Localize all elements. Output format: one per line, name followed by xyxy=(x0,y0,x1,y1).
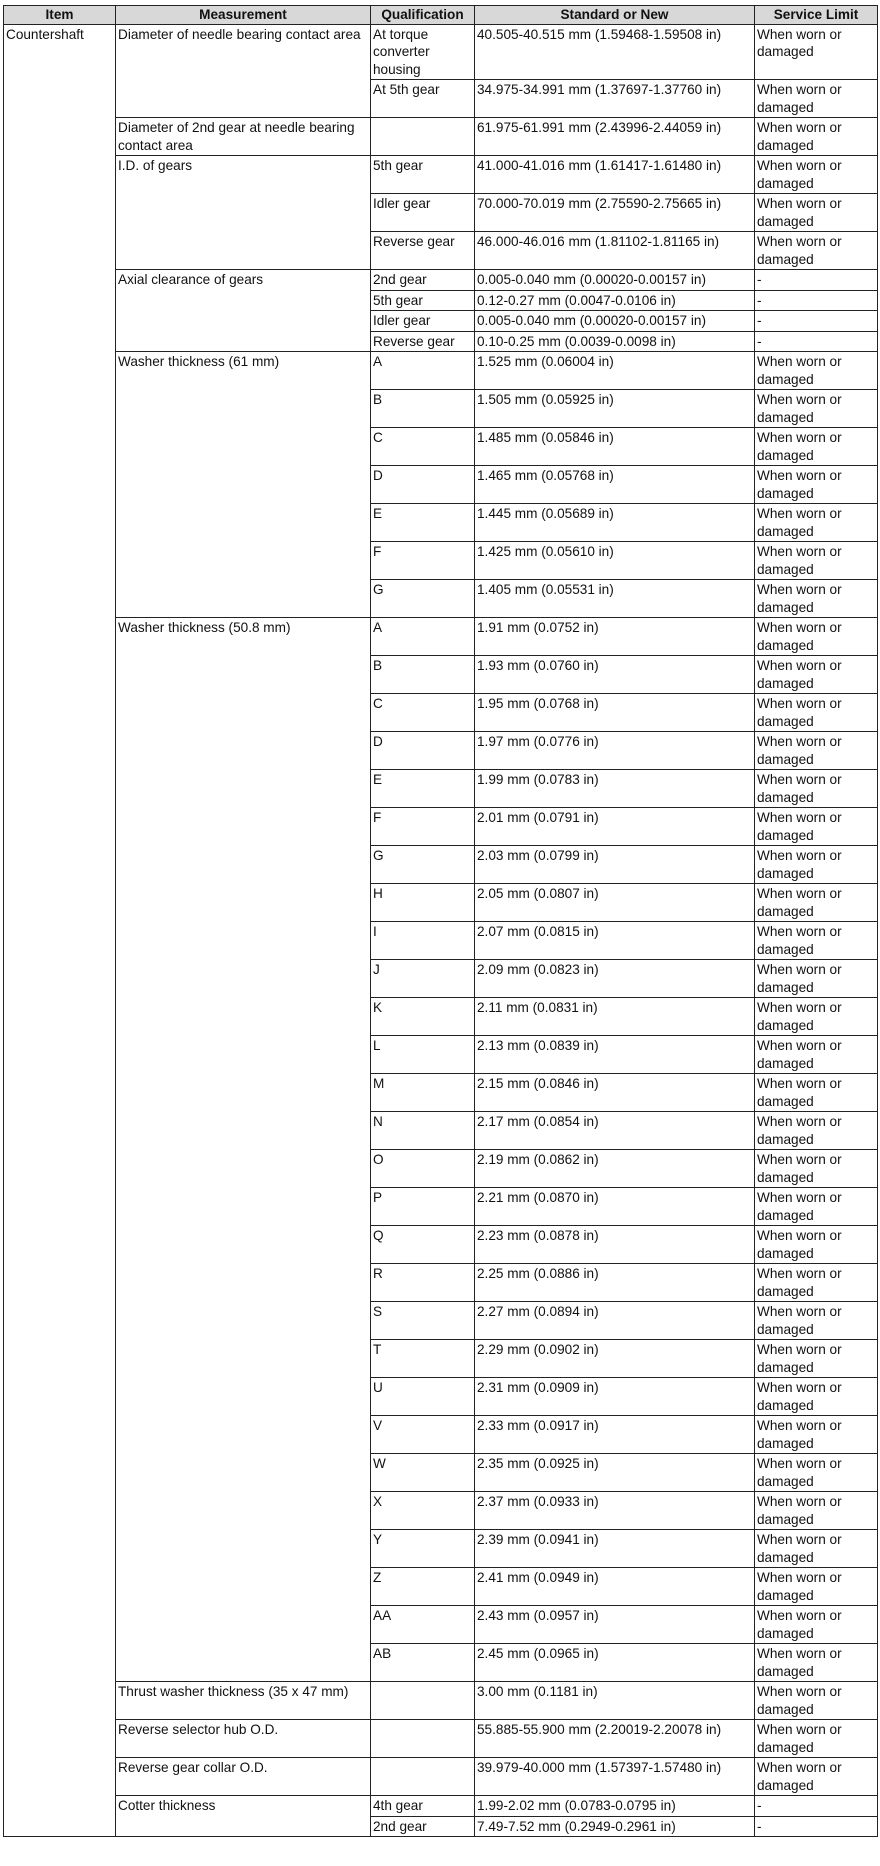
standard-cell: 1.91 mm (0.0752 in) xyxy=(475,618,755,656)
standard-cell: 1.97 mm (0.0776 in) xyxy=(475,732,755,770)
qualification-cell: Z xyxy=(371,1568,475,1606)
service-limit-cell: - xyxy=(755,331,878,352)
standard-cell: 2.05 mm (0.0807 in) xyxy=(475,884,755,922)
qualification-cell: J xyxy=(371,960,475,998)
qualification-cell: K xyxy=(371,998,475,1036)
table-row xyxy=(4,156,878,194)
qualification-cell: G xyxy=(371,846,475,884)
qualification-cell: Q xyxy=(371,1226,475,1264)
service-limit-cell: When worn or damaged xyxy=(755,1530,878,1568)
service-limit-cell: When worn or damaged xyxy=(755,1036,878,1074)
measurement-cell: Washer thickness (61 mm) xyxy=(116,352,371,618)
standard-cell: 1.93 mm (0.0760 in) xyxy=(475,656,755,694)
header-qualification: Qualification xyxy=(371,6,475,25)
standard-cell: 2.41 mm (0.0949 in) xyxy=(475,1568,755,1606)
qualification-cell xyxy=(371,1720,475,1758)
standard-cell: 3.00 mm (0.1181 in) xyxy=(475,1682,755,1720)
item-cell: Countershaft xyxy=(4,24,116,1837)
qualification-cell: 2nd gear xyxy=(371,270,475,291)
table-row xyxy=(4,270,878,291)
qualification-cell: X xyxy=(371,1492,475,1530)
service-limit-cell: When worn or damaged xyxy=(755,352,878,390)
qualification-cell: A xyxy=(371,618,475,656)
qualification-cell: M xyxy=(371,1074,475,1112)
table-row xyxy=(4,352,878,390)
standard-cell: 0.005-0.040 mm (0.00020-0.00157 in) xyxy=(475,270,755,291)
standard-cell: 2.17 mm (0.0854 in) xyxy=(475,1112,755,1150)
table-row xyxy=(4,118,878,156)
service-limit-cell: When worn or damaged xyxy=(755,466,878,504)
service-limit-cell: - xyxy=(755,270,878,291)
service-limit-cell: When worn or damaged xyxy=(755,922,878,960)
qualification-cell xyxy=(371,1758,475,1796)
service-limit-cell: When worn or damaged xyxy=(755,1264,878,1302)
qualification-cell xyxy=(371,1682,475,1720)
qualification-cell: L xyxy=(371,1036,475,1074)
qualification-cell: O xyxy=(371,1150,475,1188)
standard-cell: 1.425 mm (0.05610 in) xyxy=(475,542,755,580)
service-limit-cell: When worn or damaged xyxy=(755,618,878,656)
standard-cell: 2.35 mm (0.0925 in) xyxy=(475,1454,755,1492)
standard-cell: 0.005-0.040 mm (0.00020-0.00157 in) xyxy=(475,311,755,332)
qualification-cell: Reverse gear xyxy=(371,232,475,270)
service-limit-cell: When worn or damaged xyxy=(755,1720,878,1758)
service-limit-cell: When worn or damaged xyxy=(755,194,878,232)
qualification-cell: Idler gear xyxy=(371,311,475,332)
service-limit-cell: When worn or damaged xyxy=(755,1112,878,1150)
qualification-cell: C xyxy=(371,694,475,732)
standard-cell: 41.000-41.016 mm (1.61417-1.61480 in) xyxy=(475,156,755,194)
service-limit-cell: When worn or damaged xyxy=(755,428,878,466)
measurement-cell: Thrust washer thickness (35 x 47 mm) xyxy=(116,1682,371,1720)
standard-cell: 2.39 mm (0.0941 in) xyxy=(475,1530,755,1568)
qualification-cell: G xyxy=(371,580,475,618)
qualification-cell: F xyxy=(371,808,475,846)
standard-cell: 2.33 mm (0.0917 in) xyxy=(475,1416,755,1454)
service-limit-cell: When worn or damaged xyxy=(755,1074,878,1112)
standard-cell: 1.445 mm (0.05689 in) xyxy=(475,504,755,542)
qualification-cell: V xyxy=(371,1416,475,1454)
standard-cell: 0.12-0.27 mm (0.0047-0.0106 in) xyxy=(475,290,755,311)
standard-cell: 2.25 mm (0.0886 in) xyxy=(475,1264,755,1302)
standard-cell: 2.09 mm (0.0823 in) xyxy=(475,960,755,998)
standard-cell: 2.13 mm (0.0839 in) xyxy=(475,1036,755,1074)
table-row xyxy=(4,24,878,80)
qualification-cell: At torque converter housing xyxy=(371,24,475,80)
header-measurement: Measurement xyxy=(116,6,371,25)
standard-cell: 1.505 mm (0.05925 in) xyxy=(475,390,755,428)
service-limit-cell: When worn or damaged xyxy=(755,1758,878,1796)
service-limit-cell: When worn or damaged xyxy=(755,1492,878,1530)
service-limit-cell: When worn or damaged xyxy=(755,960,878,998)
service-limit-cell: When worn or damaged xyxy=(755,1378,878,1416)
measurement-cell: Axial clearance of gears xyxy=(116,270,371,352)
header-standard: Standard or New xyxy=(475,6,755,25)
qualification-cell: S xyxy=(371,1302,475,1340)
service-limit-cell: When worn or damaged xyxy=(755,580,878,618)
qualification-cell: 2nd gear xyxy=(371,1816,475,1837)
qualification-cell: B xyxy=(371,390,475,428)
qualification-cell: B xyxy=(371,656,475,694)
service-limit-cell: When worn or damaged xyxy=(755,1682,878,1720)
qualification-cell: C xyxy=(371,428,475,466)
standard-cell: 2.19 mm (0.0862 in) xyxy=(475,1150,755,1188)
service-limit-cell: When worn or damaged xyxy=(755,504,878,542)
qualification-cell: E xyxy=(371,770,475,808)
service-limit-cell: When worn or damaged xyxy=(755,542,878,580)
qualification-cell: Idler gear xyxy=(371,194,475,232)
table-row xyxy=(4,1720,878,1758)
qualification-cell: 5th gear xyxy=(371,156,475,194)
qualification-cell: D xyxy=(371,466,475,504)
service-limit-cell: When worn or damaged xyxy=(755,998,878,1036)
standard-cell: 2.29 mm (0.0902 in) xyxy=(475,1340,755,1378)
qualification-cell: N xyxy=(371,1112,475,1150)
table-row xyxy=(4,1796,878,1817)
service-limit-cell: When worn or damaged xyxy=(755,1340,878,1378)
table-row xyxy=(4,1758,878,1796)
qualification-cell: E xyxy=(371,504,475,542)
service-limit-cell: - xyxy=(755,1796,878,1817)
service-limit-cell: When worn or damaged xyxy=(755,1226,878,1264)
standard-cell: 39.979-40.000 mm (1.57397-1.57480 in) xyxy=(475,1758,755,1796)
standard-cell: 7.49-7.52 mm (0.2949-0.2961 in) xyxy=(475,1816,755,1837)
service-limit-cell: When worn or damaged xyxy=(755,808,878,846)
measurement-cell: Washer thickness (50.8 mm) xyxy=(116,618,371,1682)
service-limit-cell: When worn or damaged xyxy=(755,1150,878,1188)
qualification-cell: AA xyxy=(371,1606,475,1644)
standard-cell: 2.03 mm (0.0799 in) xyxy=(475,846,755,884)
standard-cell: 1.99-2.02 mm (0.0783-0.0795 in) xyxy=(475,1796,755,1817)
qualification-cell: P xyxy=(371,1188,475,1226)
measurement-cell: Reverse selector hub O.D. xyxy=(116,1720,371,1758)
service-limit-cell: When worn or damaged xyxy=(755,1606,878,1644)
service-limit-cell: When worn or damaged xyxy=(755,1416,878,1454)
qualification-cell: W xyxy=(371,1454,475,1492)
qualification-cell: U xyxy=(371,1378,475,1416)
measurement-cell: Cotter thickness xyxy=(116,1796,371,1837)
standard-cell: 46.000-46.016 mm (1.81102-1.81165 in) xyxy=(475,232,755,270)
standard-cell: 2.01 mm (0.0791 in) xyxy=(475,808,755,846)
service-limit-cell: When worn or damaged xyxy=(755,24,878,80)
service-limit-cell: When worn or damaged xyxy=(755,846,878,884)
header-service-limit: Service Limit xyxy=(755,6,878,25)
service-limit-cell: When worn or damaged xyxy=(755,232,878,270)
service-limit-cell: When worn or damaged xyxy=(755,156,878,194)
service-limit-cell: - xyxy=(755,290,878,311)
service-limit-cell: - xyxy=(755,311,878,332)
table-row xyxy=(4,618,878,656)
spec-body xyxy=(4,24,878,1837)
measurement-cell: I.D. of gears xyxy=(116,156,371,270)
service-limit-cell: - xyxy=(755,1816,878,1837)
measurement-cell: Reverse gear collar O.D. xyxy=(116,1758,371,1796)
qualification-cell: At 5th gear xyxy=(371,80,475,118)
qualification-cell: Reverse gear xyxy=(371,331,475,352)
service-limit-cell: When worn or damaged xyxy=(755,1188,878,1226)
service-limit-cell: When worn or damaged xyxy=(755,1644,878,1682)
standard-cell: 1.95 mm (0.0768 in) xyxy=(475,694,755,732)
qualification-cell: A xyxy=(371,352,475,390)
standard-cell: 2.37 mm (0.0933 in) xyxy=(475,1492,755,1530)
standard-cell: 2.23 mm (0.0878 in) xyxy=(475,1226,755,1264)
qualification-cell: H xyxy=(371,884,475,922)
standard-cell: 1.525 mm (0.06004 in) xyxy=(475,352,755,390)
standard-cell: 2.11 mm (0.0831 in) xyxy=(475,998,755,1036)
header-row xyxy=(4,6,878,25)
qualification-cell: 4th gear xyxy=(371,1796,475,1817)
qualification-cell: D xyxy=(371,732,475,770)
measurement-cell: Diameter of needle bearing contact area xyxy=(116,24,371,118)
qualification-cell: Y xyxy=(371,1530,475,1568)
service-limit-cell: When worn or damaged xyxy=(755,80,878,118)
standard-cell: 2.21 mm (0.0870 in) xyxy=(475,1188,755,1226)
qualification-cell: T xyxy=(371,1340,475,1378)
qualification-cell: F xyxy=(371,542,475,580)
standard-cell: 0.10-0.25 mm (0.0039-0.0098 in) xyxy=(475,331,755,352)
standard-cell: 40.505-40.515 mm (1.59468-1.59508 in) xyxy=(475,24,755,80)
qualification-cell: I xyxy=(371,922,475,960)
service-limit-cell: When worn or damaged xyxy=(755,118,878,156)
header-item: Item xyxy=(4,6,116,25)
qualification-cell: 5th gear xyxy=(371,290,475,311)
standard-cell: 2.45 mm (0.0965 in) xyxy=(475,1644,755,1682)
standard-cell: 34.975-34.991 mm (1.37697-1.37760 in) xyxy=(475,80,755,118)
standard-cell: 70.000-70.019 mm (2.75590-2.75665 in) xyxy=(475,194,755,232)
standard-cell: 2.07 mm (0.0815 in) xyxy=(475,922,755,960)
standard-cell: 1.485 mm (0.05846 in) xyxy=(475,428,755,466)
qualification-cell: AB xyxy=(371,1644,475,1682)
standard-cell: 55.885-55.900 mm (2.20019-2.20078 in) xyxy=(475,1720,755,1758)
table-row xyxy=(4,1682,878,1720)
qualification-cell xyxy=(371,118,475,156)
standard-cell: 2.27 mm (0.0894 in) xyxy=(475,1302,755,1340)
service-limit-cell: When worn or damaged xyxy=(755,770,878,808)
service-limit-cell: When worn or damaged xyxy=(755,390,878,428)
standard-cell: 1.465 mm (0.05768 in) xyxy=(475,466,755,504)
service-limit-cell: When worn or damaged xyxy=(755,884,878,922)
service-limit-cell: When worn or damaged xyxy=(755,1302,878,1340)
service-limit-cell: When worn or damaged xyxy=(755,1568,878,1606)
service-limit-cell: When worn or damaged xyxy=(755,732,878,770)
service-limit-cell: When worn or damaged xyxy=(755,656,878,694)
spec-table xyxy=(3,5,878,1837)
service-limit-cell: When worn or damaged xyxy=(755,1454,878,1492)
measurement-cell: Diameter of 2nd gear at needle bearing contact area xyxy=(116,118,371,156)
standard-cell: 1.405 mm (0.05531 in) xyxy=(475,580,755,618)
standard-cell: 2.15 mm (0.0846 in) xyxy=(475,1074,755,1112)
qualification-cell: R xyxy=(371,1264,475,1302)
service-limit-cell: When worn or damaged xyxy=(755,694,878,732)
standard-cell: 2.31 mm (0.0909 in) xyxy=(475,1378,755,1416)
standard-cell: 2.43 mm (0.0957 in) xyxy=(475,1606,755,1644)
standard-cell: 61.975-61.991 mm (2.43996-2.44059 in) xyxy=(475,118,755,156)
standard-cell: 1.99 mm (0.0783 in) xyxy=(475,770,755,808)
